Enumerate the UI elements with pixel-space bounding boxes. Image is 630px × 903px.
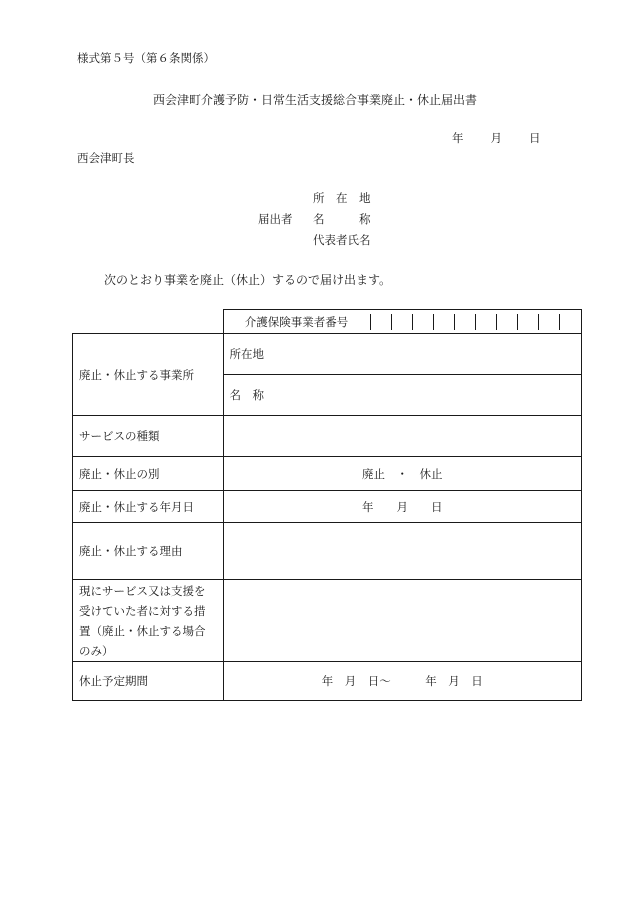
provider-number-row xyxy=(223,310,582,334)
distinction-label: 廃止・休止の別 xyxy=(73,457,224,491)
document-title: 西会津町介護予防・日常生活支援総合事業廃止・休止届出書 xyxy=(152,93,477,107)
office-name-label: 名 称 xyxy=(229,388,264,402)
applicant-block xyxy=(258,191,458,253)
date-year: 年 xyxy=(452,131,464,145)
applicant-address-label: 所 在 地 xyxy=(313,191,371,205)
closure-date-cell[interactable]: 年 月 日 xyxy=(223,491,582,523)
provider-number-digit-4[interactable] xyxy=(433,314,454,330)
office-location-label: 所在地 xyxy=(229,347,264,361)
reason-label: 廃止・休止する理由 xyxy=(73,523,224,580)
distinction-options[interactable]: 廃止 ・ 休止 xyxy=(223,457,582,491)
provider-number-digit-9[interactable] xyxy=(539,314,560,330)
service-type-label: サービスの種類 xyxy=(73,416,224,457)
provider-number-label: 介護保険事業者番号 xyxy=(244,314,349,329)
provider-number-digit-10[interactable] xyxy=(560,314,581,330)
provider-number-digit-6[interactable] xyxy=(475,314,496,330)
form-number: 様式第５号（第６条関係） xyxy=(77,51,215,65)
applicant-name-label: 名 称 xyxy=(313,212,371,226)
suspension-period-cell[interactable]: 年 月 日～ 年 月 日 xyxy=(223,662,582,701)
provider-number-digit-5[interactable] xyxy=(454,314,475,330)
notification-table xyxy=(72,309,582,701)
provider-number-digit-3[interactable] xyxy=(412,314,433,330)
measures-label: 現にサービス又は支援を受けていた者に対する措置（廃止・休止する場合のみ） xyxy=(73,580,224,662)
provider-number-digit-1[interactable] xyxy=(370,314,391,330)
office-name-cell[interactable] xyxy=(223,375,582,416)
reason-cell[interactable] xyxy=(223,523,582,580)
suspension-period-label: 休止予定期間 xyxy=(73,662,224,701)
service-type-cell[interactable] xyxy=(223,416,582,457)
applicant-representative-label: 代表者氏名 xyxy=(313,233,371,247)
date-day: 日 xyxy=(529,131,541,145)
applicant-label: 届出者 xyxy=(258,212,293,226)
office-label: 廃止・休止する事業所 xyxy=(73,334,224,416)
intro-statement: 次のとおり事業を廃止（休止）するので届け出ます。 xyxy=(104,273,392,287)
submission-date xyxy=(452,131,541,145)
measures-cell[interactable] xyxy=(223,580,582,662)
provider-number-digit-2[interactable] xyxy=(391,314,412,330)
addressee: 西会津町長 xyxy=(77,151,135,165)
closure-date-label: 廃止・休止する年月日 xyxy=(73,491,224,523)
provider-number-digit-7[interactable] xyxy=(497,314,518,330)
date-month: 月 xyxy=(490,131,502,145)
provider-number-digit-8[interactable] xyxy=(518,314,539,330)
office-location-cell[interactable] xyxy=(223,334,582,375)
blank-corner xyxy=(73,310,224,334)
